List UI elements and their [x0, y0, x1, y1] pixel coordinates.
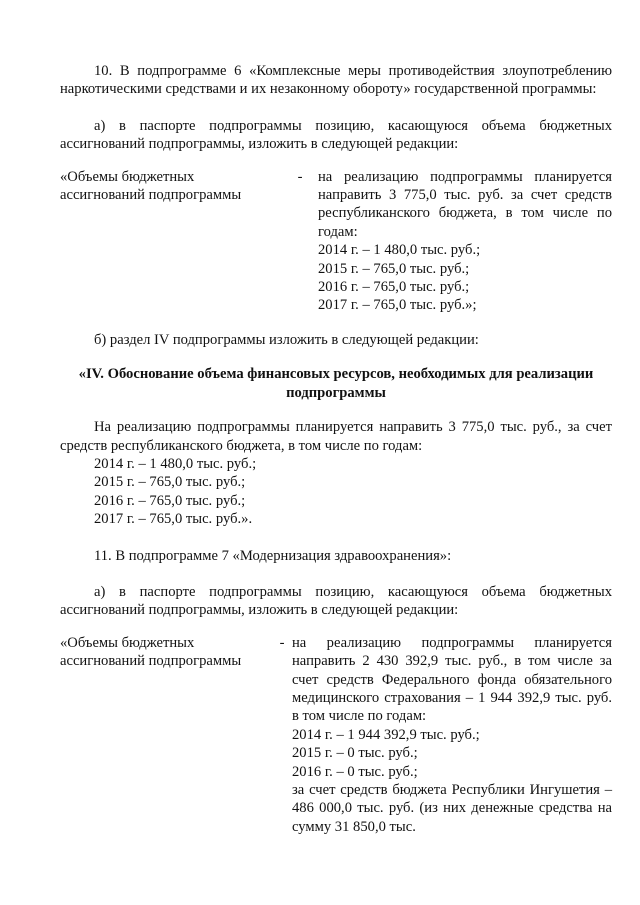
budget-table-1: [60, 168, 612, 315]
table2-year-1: 2014 г. – 1 944 392,9 тыс. руб.;: [292, 726, 480, 743]
iv-year-3: 2016 г. – 765,0 тыс. руб.;: [94, 492, 246, 509]
paragraph-11a: а) в паспорте подпрограммы позицию, касающуюся объема бюджетных ассигнований подпрограммы, изложить в следующей редакции:: [60, 583, 612, 619]
budget-table-2: [60, 634, 612, 836]
table1-dash: -: [297, 168, 303, 185]
table2-dash: -: [279, 634, 285, 651]
table1-intro: на реализацию подпрограммы планируется направить 3 775,0 тыс. руб. за счет средств республиканского бюджета, в том числе по годам:: [318, 168, 612, 240]
table2-year-3: 2016 г. – 0 тыс. руб.;: [292, 763, 418, 780]
paragraph-11: 11. В подпрограмме 7 «Модернизация здравоохранения»:: [94, 547, 452, 564]
table1-year-3: 2016 г. – 765,0 тыс. руб.;: [318, 279, 470, 296]
paragraph-10a: а) в паспорте подпрограммы позицию, касающуюся объема бюджетных ассигнований подпрограммы, изложить в следующей редакции:: [60, 117, 612, 153]
table2-left-cell: «Объемы бюджетных ассигнований подпрограммы: [60, 634, 242, 670]
table1-year-1: 2014 г. – 1 480,0 тыс. руб.;: [318, 242, 481, 259]
table2-intro: на реализацию подпрограммы планируется направить 2 430 392,9 тыс. руб., в том числе за счет средств Федерального фонда обязательного медицинского страхования – 1 944 392,9 тыс. руб. в том числе по годам:: [292, 634, 612, 725]
paragraph-10b: б) раздел IV подпрограммы изложить в следующей редакции:: [94, 331, 479, 348]
table1-year-2: 2015 г. – 765,0 тыс. руб.;: [318, 260, 470, 277]
section-iv-heading: «IV. Обоснование объема финансовых ресурсов, необходимых для реализации подпрограммы: [78, 366, 594, 401]
iv-year-1: 2014 г. – 1 480,0 тыс. руб.;: [94, 455, 257, 472]
iv-year-4: 2017 г. – 765,0 тыс. руб.».: [94, 511, 253, 528]
iv-year-2: 2015 г. – 765,0 тыс. руб.;: [94, 474, 246, 491]
section-iv-years: [60, 455, 612, 529]
table2-tail: за счет средств бюджета Республики Ингушетия – 486 000,0 тыс. руб. (из них денежные средства на сумму 31 850,0 тыс.: [292, 782, 612, 835]
paragraph-10: 10. В подпрограмме 6 «Комплексные меры противодействия злоупотреблению наркотическими средствами и их незаконному обороту» государственной программы:: [60, 63, 612, 98]
table1-year-4: 2017 г. – 765,0 тыс. руб.»;: [318, 297, 477, 314]
table2-right-cell: [292, 634, 612, 836]
table1-right-cell: [318, 168, 612, 315]
document-page: [60, 62, 612, 836]
table1-left-cell: «Объемы бюджетных ассигнований подпрограммы: [60, 168, 242, 204]
section-iv-text: На реализацию подпрограммы планируется направить 3 775,0 тыс. руб., за счет средств республиканского бюджета, в том числе по годам:: [60, 419, 612, 454]
table2-year-2: 2015 г. – 0 тыс. руб.;: [292, 745, 418, 762]
